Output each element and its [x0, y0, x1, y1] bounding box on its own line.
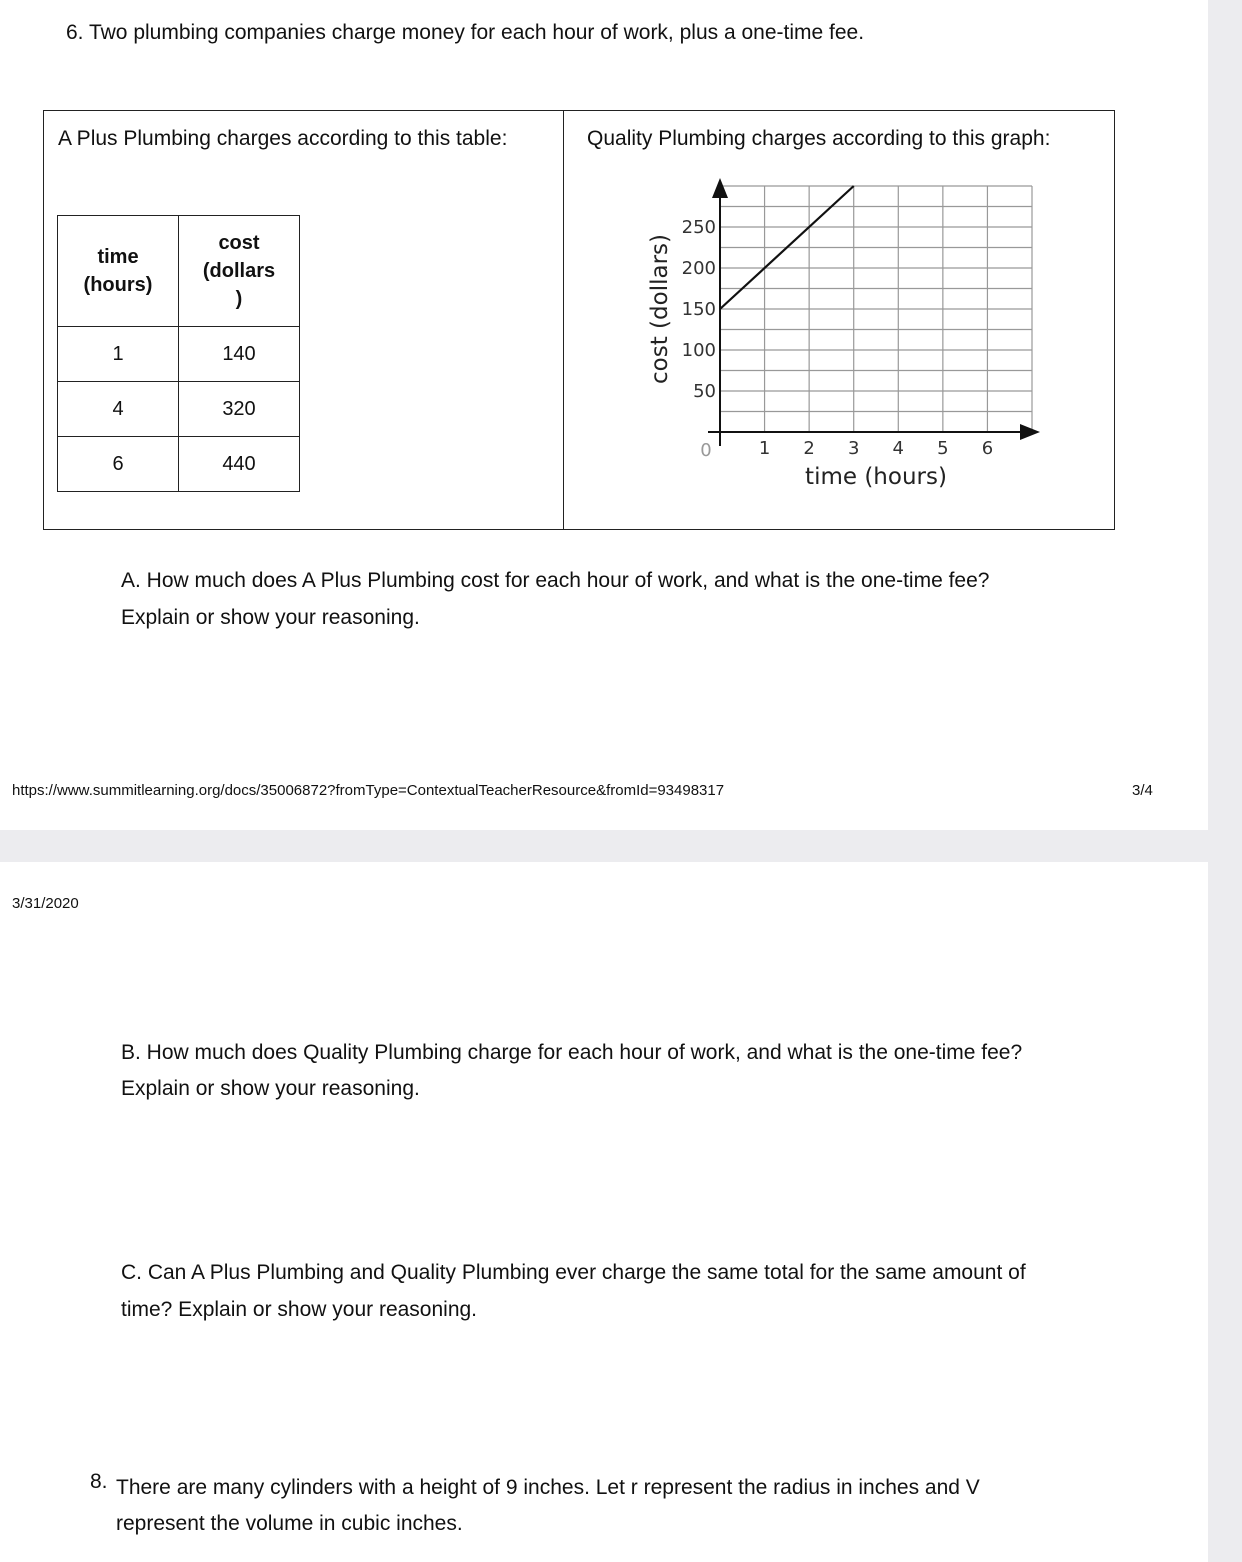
cell-cost: 140: [179, 327, 300, 382]
y-tick-label: 250: [681, 217, 716, 238]
x-tick-label: 2: [803, 438, 815, 459]
x-axis-label: time (hours): [805, 464, 947, 490]
cell-cost: 440: [179, 437, 300, 492]
question-8-number: 8.: [90, 1470, 108, 1493]
y-tick-label: 200: [681, 258, 716, 279]
x-tick-label: 6: [981, 438, 994, 459]
x-tick-label: 5: [937, 438, 949, 459]
question-6-prompt: 6. Two plumbing companies charge money for each hour of work, plus a one-time fee.: [66, 21, 865, 44]
header-date: 3/31/2020: [12, 895, 79, 912]
cell-time: 4: [58, 382, 179, 437]
y-tick-label: 50: [693, 381, 716, 402]
footer-url: https://www.summitlearning.org/docs/35006872?fromType=ContextualTeacherResource&fromId=93498317: [12, 782, 725, 799]
y-axis-label: cost (dollars): [647, 234, 673, 384]
part-b-line2: Explain or show your reasoning.: [121, 1077, 420, 1100]
quality-plumbing-graph: [0, 0, 1208, 530]
header-time-label: time (hours): [83, 246, 153, 296]
question-8-line2: represent the volume in cubic inches.: [116, 1512, 463, 1535]
page-number: 3/4: [1132, 782, 1153, 799]
y-tick-label: 100: [681, 340, 716, 361]
question-8-line1: There are many cylinders with a height of 9 inches. Let r represent the radius in inches and V: [116, 1476, 980, 1499]
y-axis-arrow-icon: [712, 178, 728, 198]
x-tick-label: 3: [847, 438, 860, 459]
graph-caption: Quality Plumbing charges according to this graph:: [587, 127, 1051, 150]
header-cost-label: cost (dollars ): [202, 232, 276, 310]
x-tick-label: 1: [758, 438, 771, 459]
x-tick-label: 4: [892, 438, 905, 459]
page-4: [0, 862, 1208, 1562]
part-c-line1: C. Can A Plus Plumbing and Quality Plumbing ever charge the same total for the same amount of: [121, 1261, 1026, 1284]
origin-label: 0: [700, 440, 712, 461]
table-caption: A Plus Plumbing charges according to this table:: [58, 127, 508, 150]
part-b-line1: B. How much does Quality Plumbing charge for each hour of work, and what is the one-time fee?: [121, 1041, 1023, 1064]
x-axis-arrow-icon: [1020, 424, 1040, 440]
cell-time: 6: [58, 437, 179, 492]
y-tick-label: 150: [681, 299, 716, 320]
cell-cost: 320: [179, 382, 300, 437]
part-a-line1: A. How much does A Plus Plumbing cost for each hour of work, and what is the one-time fee?: [121, 569, 990, 592]
cell-time: 1: [58, 327, 179, 382]
part-a-line2: Explain or show your reasoning.: [121, 606, 420, 629]
part-c-line2: time? Explain or show your reasoning.: [121, 1298, 478, 1321]
